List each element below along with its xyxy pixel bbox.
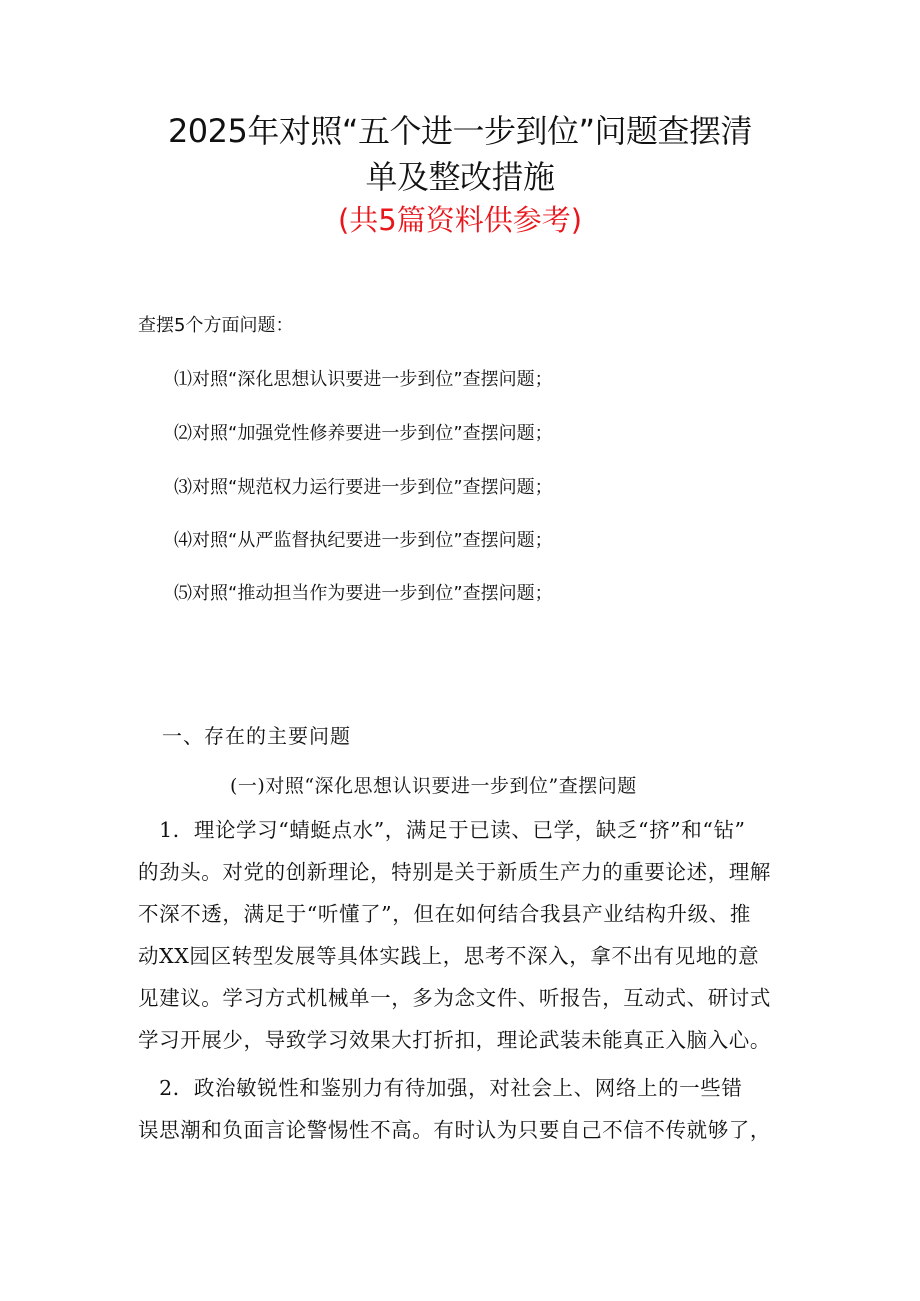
aspect-item: ⑵对照“加强党性修养要进一步到位”查摆问题； xyxy=(174,423,553,444)
body-text-line: 1．理论学习“蜻蜓点水”，满足于已读、已学，缺乏“挤”和“钻” xyxy=(138,818,746,842)
aspect-item: ⑶对照“规范权力运行要进一步到位”查摆问题； xyxy=(174,477,553,498)
body-text-line: 学习开展少，导致学习效果大打折扣，理论武装未能真正入脑入心。 xyxy=(138,1028,771,1052)
document-title-line-2: 单及整改措施 xyxy=(365,158,555,196)
aspect-item: ⑷对照“从严监督执纪要进一步到位”查摆问题； xyxy=(174,530,553,551)
aspect-item: ⑸对照“推动担当作为要进一步到位”查摆问题； xyxy=(174,583,553,604)
body-text-line: 的劲头。对党的创新理论，特别是关于新质生产力的重要论述，理解 xyxy=(138,860,771,884)
body-text-line: 不深不透，满足于“听懂了”，但在如何结合我县产业结构升级、推 xyxy=(138,902,751,926)
body-text-line: 动XX园区转型发展等具体实践上，思考不深入，拿不出有见地的意 xyxy=(138,944,760,968)
body-text-line: 误思潮和负面言论警惕性不高。有时认为只要自己不信不传就够了， xyxy=(138,1118,771,1142)
body-text-line: 见建议。学习方式机械单一，多为念文件、听报告，互动式、研讨式 xyxy=(138,986,771,1010)
intro-text: 查摆5个方面问题： xyxy=(138,315,294,336)
subsection-heading: (一)对照“深化思想认识要进一步到位”查摆问题 xyxy=(230,775,637,797)
body-text-line: 2．政治敏锐性和鉴别力有待加强，对社会上、网络上的一些错 xyxy=(138,1076,743,1100)
aspect-item: ⑴对照“深化思想认识要进一步到位”查摆问题； xyxy=(174,369,553,390)
section-heading: 一、存在的主要问题 xyxy=(162,724,351,748)
document-title-line-1: 2025年对照“五个进一步到位”问题查摆清 xyxy=(167,112,753,150)
document-subtitle: (共5篇资料供参考) xyxy=(337,203,583,237)
